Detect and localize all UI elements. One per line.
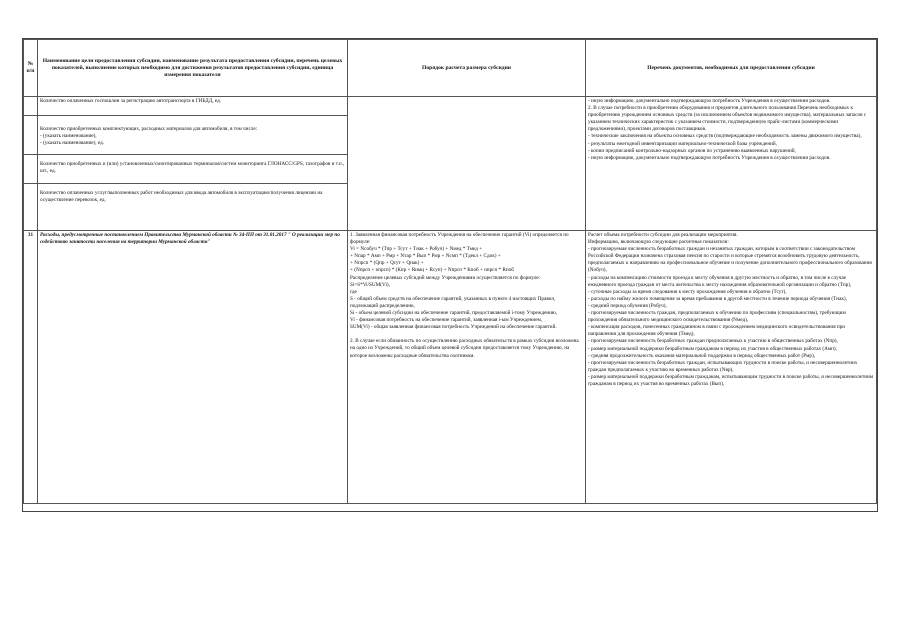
list-item: - прогнозируемая численность безработных граждан, испытывающих трудности в поиске работы, и несовершеннолетних граждан предполагаемых к участию во временных работах (Nвр),	[588, 359, 858, 373]
row-title: Расходы, предусмотренные постановлением Правительства Мурманской области № 34-ПП от 31.01.2017 " О реализации мер по содействию занятости населения на территории Мурманской области"	[38, 231, 348, 504]
list-item: - размер материальной поддержки безработным гражданам в период их участия в общественных работах (Амп),	[588, 345, 837, 352]
subsidy-table	[23, 39, 877, 504]
table-row-prev	[24, 97, 877, 116]
list-item: где	[350, 288, 357, 295]
list-item: Информацию, включающую следующие расчетные показатели:	[588, 239, 729, 246]
row-number: 31	[24, 231, 38, 504]
list-item: - расходы на компенсацию стоимости проезда к месту обучения в другую местность и обратно, в том числе в случае ежедневного проезда граждан от места жительства к месту нахождения образовательной организации и обратно (Тпр),	[588, 274, 852, 288]
list-item: - результаты ежегодной инвентаризации материально-технической базы учреждений,	[588, 140, 777, 147]
list-item: + (Nпрсп + nпрсп) * (Кпр + Rимц + Rсуп) + Nпрсп * Кпоб + nпрсп * Rпоб	[350, 267, 514, 274]
indicator-cell: Количество приобретенных и (или) установленных/смонтированных терминалов/систем мониторинга ГЛОНАСС/GPS, тахографов и т.п., шт., ед.	[38, 155, 348, 184]
indicator-cell: Количество оплаченных услуг/выполненных работ необходимых для ввода автомобиля в эксплуатацию/получения лицензии на осуществление перевозок, ед.	[38, 184, 348, 231]
list-item: + Nпар * Амп + Рмр + Nтар * Вып * Рмр + Nсмп * (Тдекл + Сдок) +	[350, 253, 501, 260]
indicator-cell: Количество оплаченных госпошлин за регистрацию автотранспорта в ГИБДД, ед.	[38, 97, 348, 116]
list-item: Количество приобретенных комплектующих, расходных материалов для автомобиля, в том числе:	[40, 126, 258, 132]
list-item: - копии предписаний контрольно-надзорных органов по устранению выявленных нарушений,	[588, 147, 796, 154]
list-item: - средняя продолжительность оказания материальной поддержки в период общественных работ (Рмр),	[588, 352, 816, 359]
list-item: - иную информацию, документально подтверждающую потребность Учреждения в осуществлении расходов.	[588, 154, 831, 161]
header-name: Наименование цели предоставления субсидии, наименование результата предоставления субсидии, перечень целевых показателей, выполнение которых необходимо для достижения результатов предоставления субсидии, единица измерения показателя	[38, 40, 348, 97]
list-item: Si - объем целевой субсидии на обеспечение гарантий, предоставляемой i-тому Учреждению,	[350, 310, 558, 317]
list-item: - иную информацию, документально подтверждающую потребность Учреждения в осуществлении расходов.	[588, 98, 831, 104]
list-item: SUM(Vi) - общая заявленная финансовая потребность Учреждений на обеспечение гарантий.	[350, 324, 557, 331]
docs-cell-prev	[586, 97, 877, 231]
list-item: + Nпрсп * (Qпр + Qсут + Qнак) +	[350, 260, 424, 267]
header-docs: Перечень документов, необходимых для предоставления субсидии	[586, 40, 877, 97]
list-item: - (указать наименование), ед.	[40, 140, 105, 147]
list-item: - прогнозируемая численность безработных граждан предполагаемых к участию в общественных работах (Nпр),	[588, 338, 838, 345]
docs-cell-31	[586, 231, 877, 504]
table-row-31	[24, 231, 877, 504]
list-item: - (указать наименование),	[40, 133, 97, 140]
header-row	[24, 40, 877, 97]
list-item: - размер материальной поддержки безработным гражданам, испытывающим трудности в поиске работы, и несовершеннолетним гражданам в период их участия во временных работах (Вып),	[588, 373, 874, 387]
document-page	[22, 38, 878, 512]
list-item: - средний период обучения (Робуч),	[588, 302, 667, 309]
header-calc: Порядок расчета размера субсидии	[348, 40, 586, 97]
list-item: - расходы по найму жилого помещения за время пребывания в другой местности в течение периода обучения (Тнак),	[588, 295, 847, 302]
list-item: - компенсация расходов, понесенных гражданином в связи с прохождением медицинского освидетельствования при направлении для прохождения обучения (Тмед),	[588, 324, 846, 338]
list-item: Si=S*Vi/SUM(Vi),	[350, 281, 390, 288]
list-item: 2. В случае потребности в приобретении оборудования и предметов длительного пользования Перечень необходимых к приобретению учреждением основных средств (за исключением объектов недвижимого имущества), материальных запасов с указанием технических характеристик с указанием стоимости, подтвержденную прайс-листами (коммерческими предложениями), проектами договоров поставщиков.	[588, 105, 867, 133]
calc-cell-prev	[348, 97, 586, 231]
list-item: - суточные расходы за время следования к месту прохождения обучения и обратно (Тсут),	[588, 288, 787, 295]
indicator-cell	[38, 116, 348, 155]
list-item: 1. Заявленная финансовая потребность Учреждения на обеспечение гарантий (Vi) определяется по формуле:	[350, 232, 569, 246]
list-item: Vi = Nсобуч * (Тпр + Тсут + Тнак + Робуч) + Nмед * Тмед +	[350, 246, 483, 253]
list-item: - прогнозируемая численность граждан, предполагаемых к обучению по профессиям (специальностям), требующим прохождения обязательного медицинского освидетельствования (Nмед),	[588, 310, 846, 324]
list-item: Распределение целевых субсидий между Учреждениями осуществляется по формуле:	[350, 274, 541, 281]
calc-cell-31	[348, 231, 586, 504]
list-item: Расчет объема потребности субсидии для реализации мероприятия.	[588, 232, 738, 238]
list-item: - технические заключения на объекты основных средств (подтверждающие необходимость замены движимого имущества),	[588, 133, 862, 140]
list-item: Vi - финансовая потребность на обеспечение гарантий, заявленная i-ым Учреждением,	[350, 317, 543, 324]
list-item: - прогнозируемая численность безработных граждан и незанятых граждан, которым в соответствии с законодательством Российской Федерации назначена страховая пенсия по старости и которые стремятся возобновить трудовую деятельность, предполагаемых к направлению на профессиональное обучение и получение дополнительного профессионального образования (Nобуч),	[588, 246, 872, 274]
list-item: S - общий объем средств на обеспечение гарантий, указанных в пункте 4 настоящих Правил, подлежащий распределению,	[350, 295, 556, 309]
header-num: № п/п	[24, 40, 38, 97]
list-item: 2. В случае если обязанность по осуществлению расходных обязательств в рамках субсидии возложена на одно из Учреждений, то общий объем целевой субсидии предоставляется тому Учреждению, на которое возложены расходные обязательства охотником.	[350, 338, 579, 359]
